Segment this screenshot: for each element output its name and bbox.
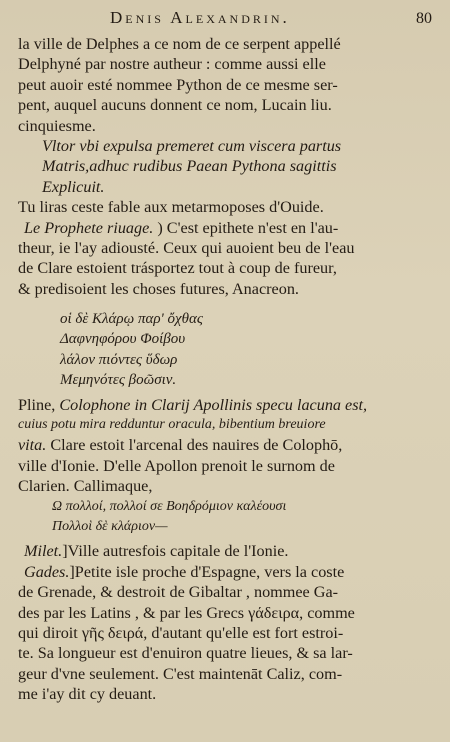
text-line [18,562,436,582]
text-span: Pline, [18,395,56,414]
paragraph-pline [18,395,436,497]
text-line: cinquiesme. [18,116,96,135]
verse-line: Matris,adhuc rudibus Paean Pythona sagittis [42,157,337,176]
text-line: de Grenade, & destroit de Gibaltar , nommee Ga- [18,583,339,602]
greek-line: Μεμηνότες βοῶσιν. [60,372,177,389]
greek-line: λάλον πιόντες ὕδωρ [60,351,178,368]
page-header [18,8,436,34]
latin-span: Colophone in Clarij Apollinis specu lacuna est, [59,395,368,414]
greek-line: Πολλοὶ δὲ κλάριον— [52,518,168,534]
paragraph-delphes [18,34,436,136]
latin-span: vita. [18,436,47,455]
text-line [18,218,436,238]
text-line: me i'ay dit cy deuant. [18,685,157,704]
text-line: geur d'vne seulement. C'est maintenāt Caliz, com- [18,664,343,683]
greek-verse-quote [18,309,436,391]
greek-line: οἱ δὲ Κλάρῳ παρ' ὄχθας [60,311,203,328]
text-span: Clare estoit l'arcenal des nauires de Colophō, [50,436,343,455]
verse-line: Explicuit. [42,177,105,196]
paragraph-gades [18,562,436,705]
text-line [18,435,436,455]
text-span: ]Ville autresfois capitale de l'Ionie. [62,542,289,561]
text-line: te. Sa longueur est d'enuiron quatre lieues, & sa lar- [18,644,353,663]
text-line [18,395,436,415]
text-line: pent, auquel aucuns donnent ce nom, Lucain liu. [18,96,332,115]
text-line: & predisoient les choses futures, Anacreon. [18,279,299,298]
lemma: Milet. [24,542,63,561]
lemma: Le Prophete riuage. [24,218,154,237]
latin-verse-quote [18,136,436,197]
lemma: Gades. [24,562,70,581]
text-line: peut auoir esté nommee Python de ce mesme ser- [18,75,338,94]
greek-line: Δαφνηφόρου Φοίβου [60,331,186,348]
running-head: Denis Alexandrin. [110,8,290,27]
text-line: Delphyné par nostre autheur : comme aussi elle [18,55,326,74]
text-line: cuius potu mira redduntur oracula, bibentium breuiore [18,417,326,433]
text-line: la ville de Delphes a ce nom de ce serpent appellé [18,35,341,53]
paragraph-milet [18,541,436,561]
text-span: ) C'est epithete n'est en l'au- [157,218,339,237]
callimachus-quote [18,497,436,538]
paragraph-prophete [18,218,436,300]
text-line: de Clare estoient trásportez tout à coup de fureur, [18,259,337,278]
text-span: ]Petite isle proche d'Espagne, vers la coste [69,562,345,581]
page-number: 80 [416,10,432,27]
text-line: qui diroit γῆς δειρά, d'autant qu'elle est fort estroi- [18,623,344,642]
text-line: ville d'Ionie. D'elle Apollon prenoit le surnom de [18,456,335,475]
verse-line: Vltor vbi expulsa premeret cum viscera partus [42,136,342,155]
greek-line: Ω πολλοί, πολλοί σε Βοηδρόμιον καλέουσι [52,498,287,514]
text-line: des par les Latins , & par les Grecs γάδειρα, comme [18,603,355,622]
ovid-reference: Tu liras ceste fable aux metarmoposes d'Ouide. [18,198,324,217]
text-line: Clarien. Callimaque, [18,477,153,496]
text-line: theur, ie l'ay adiousté. Ceux qui auoient beu de l'eau [18,238,355,257]
